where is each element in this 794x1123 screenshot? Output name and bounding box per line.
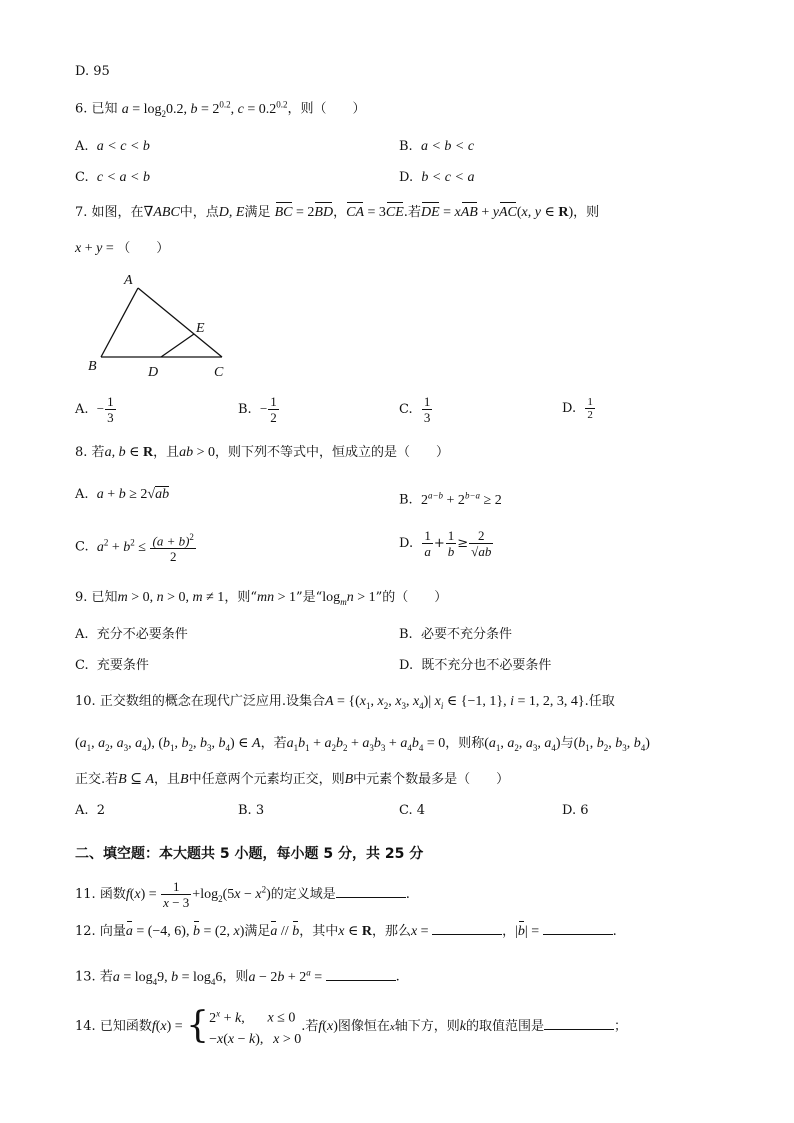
q10-option-b-text: 3 — [255, 803, 265, 818]
q14-text: ； — [614, 1018, 628, 1034]
q6-math: $a = \log_20.2$, $b = 2^{0.2}$, $c = 0.2^{0.2}$ — [121, 99, 288, 119]
q6-option-b: B. a < b < c — [399, 139, 475, 154]
segment-de — [161, 334, 194, 357]
question-10-stem-line2: ($a_1$, $a_2$, $a_3$, $a_4$), ($b_1$, $b_2$, $b_3$, $b_4$) ∈ A，若$a_1b_1 + a_2b_2 + a_3b_3 + a_4b_4 = 0$，则称($a_1$, $a_2$, $a_3$, $a_4$)与($b_1$, $b_2$, $b_3$, $b_4$) — [75, 736, 650, 753]
q9-option-b: B. 必要不充分条件 — [399, 627, 512, 642]
q13-text: 若 — [99, 969, 113, 985]
q9-option-a: A. 充分不必要条件 — [75, 627, 188, 642]
q7-text: ，则 — [573, 205, 600, 220]
q7-text: 若 — [407, 205, 421, 220]
q9-text: 已知 — [91, 590, 118, 605]
question-13: 13. 若$a = \log_49$, $b = \log_46$，则$a - 2b + 2^a$ = . — [75, 967, 400, 987]
question-8-stem: 8. 若a, b ∈ R，且ab > 0，则下列不等式中，恒成立的是（ ） — [75, 445, 449, 460]
q13-text: ，则 — [222, 969, 249, 985]
q10-option-a-text: 2 — [96, 803, 106, 818]
q10-text: 正交数组的概念在现代广泛应用.设集合 — [99, 694, 325, 709]
q7-text: 满足 — [244, 205, 271, 220]
q8-option-b: B. $2^{a-b} + 2^{b-a} \ge 2$ — [399, 490, 502, 508]
q9-text: ，则“ — [224, 590, 257, 605]
q7-text: 如图，在 — [91, 205, 144, 220]
q7-option-a: A. − $\frac{1}{3}$ — [75, 394, 114, 425]
q5-option-d: D. 95 — [75, 64, 110, 79]
q6-option-c: C. c < a < b — [75, 170, 150, 185]
question-number: 8 — [75, 445, 84, 460]
question-number: 11 — [75, 887, 92, 902]
q10-option-b: B. 3 — [238, 803, 265, 818]
q14-text: 图像恒在 — [337, 1018, 390, 1034]
question-number: 12 — [75, 924, 92, 939]
q9-option-c: C. 充要条件 — [75, 658, 149, 673]
q12-text: ，那么 — [371, 924, 411, 939]
question-number: 7 — [75, 205, 84, 220]
q6-text-end: ，则（ ） — [287, 101, 366, 117]
question-12: 12. 向量a = (−4, 6), b = (2, x)满足a // b，其中x ∈ R，那么x = ，|b| = . — [75, 924, 617, 939]
answer-blank-2[interactable] — [543, 922, 613, 935]
section-2-title: 二、填空题：本大题共 5 小题，每小题 5 分，共 25 分 — [75, 846, 424, 862]
q10-text: 正交.若 — [75, 772, 119, 787]
edge-ac — [138, 288, 222, 357]
q12-text: 满足 — [244, 924, 271, 939]
q10-option-d-text: 6 — [580, 803, 589, 818]
question-14: 14. 已知函数f(x) = { $2^x + k$, x ≤ 0 −x(x − k), x > 0 .若f(x)图像恒在x轴下方，则k的取值范围是 ； — [75, 1003, 627, 1050]
label-e: E — [196, 321, 205, 336]
question-7-stem-line2: x + y = （ ） — [75, 241, 170, 256]
q7-text: 中，点 — [179, 205, 219, 220]
question-number: 10 — [75, 694, 92, 709]
question-number: 13 — [75, 969, 92, 985]
question-number: 6 — [75, 101, 84, 117]
answer-blank[interactable] — [336, 885, 406, 898]
q10-text: 与 — [560, 736, 574, 751]
q6-option-d: D. b < c < a — [399, 170, 475, 185]
q10-option-c: C. 4 — [399, 803, 426, 818]
label-b: B — [88, 359, 97, 374]
question-11: 11. 函数f(x) = $\frac{1}{x - 3}$ $+\log_2(5x - x^2)$的定义域是 . — [75, 879, 410, 910]
q12-text: . — [612, 924, 617, 939]
q9-option-a-text: 充分不必要条件 — [96, 627, 188, 642]
q7-option-b: B. − $\frac{1}{2}$ — [238, 394, 277, 425]
q10-option-c-text: 4 — [416, 803, 426, 818]
label-c: C — [214, 365, 224, 380]
answer-blank[interactable] — [544, 1017, 614, 1030]
question-10-stem-line3: 正交.若B ⊆ A，且B中任意两个元素均正交，则B中元素个数最多是（ ） — [75, 772, 510, 787]
triangle-figure — [80, 268, 240, 380]
q9-option-b-text: 必要不充分条件 — [420, 627, 512, 642]
q9-text: ”的（ ） — [375, 590, 448, 605]
q8-option-a: A. a + b ≥ 2√ab — [75, 487, 170, 502]
q8-option-d: D. $\frac{1}{a}$ + $\frac{1}{b}$ ≥ $\frac{2}{√ab}$ — [399, 528, 492, 559]
q8-text: 若 — [91, 445, 105, 460]
label-a: A — [124, 273, 133, 288]
q12-text: ，其中 — [299, 924, 339, 939]
q14-text: .若 — [301, 1018, 319, 1034]
edge-ab — [101, 288, 138, 357]
q12-text: 向量 — [99, 924, 126, 939]
q11-text: 函数 — [99, 887, 126, 902]
q10-option-d: D. 6 — [562, 803, 589, 818]
q6-option-a: A. a < c < b — [75, 139, 150, 154]
q9-option-c-text: 充要条件 — [96, 658, 149, 673]
q7-option-d: D. $\frac{1}{2}$ — [562, 396, 593, 421]
q14-text: 已知函数 — [99, 1018, 152, 1034]
q9-option-d-text: 既不充分也不必要条件 — [421, 658, 552, 673]
q8-option-c: C. $a^2 + b^2$ ≤ $\frac{(a + b)^2}{2}$ — [75, 532, 194, 565]
question-number: 9 — [75, 590, 84, 605]
q9-option-d: D. 既不充分也不必要条件 — [399, 658, 552, 673]
question-6-stem: 6. 已知 $a = \log_20.2$, $b = 2^{0.2}$, $c = 0.2^{0.2}$，则（ ） — [75, 99, 366, 119]
piecewise-function: $2^x + k$, x ≤ 0 −x(x − k), x > 0 — [209, 1008, 302, 1047]
q7-option-c: C. $\frac{1}{3}$ — [399, 394, 431, 425]
q14-text: 轴下方，则 — [394, 1018, 460, 1034]
q10-text: ，且 — [154, 772, 181, 787]
q11-text: . — [405, 887, 410, 902]
q13-text: . — [395, 969, 400, 985]
question-10-stem: 10. 正交数组的概念在现代广泛应用.设集合$A = \{(x_1$, $x_2$, $x_3$, $x_4)|$ $x_i$ ∈ {−1, 1}, i = 1, 2, 3, 4}.任取 — [75, 694, 615, 711]
answer-blank-1[interactable] — [432, 922, 502, 935]
q14-text: 的取值范围是 — [466, 1018, 545, 1034]
q10-text: 中元素个数最多是（ ） — [353, 772, 510, 787]
answer-blank[interactable] — [326, 968, 396, 981]
q10-text: 中任意两个元素均正交，则 — [188, 772, 345, 787]
q10-option-a: A. 2 — [75, 803, 106, 818]
question-9-stem: 9. 已知m > 0, n > 0, m ≠ 1，则“mn > 1”是“$\log_mn > 1$”的（ ） — [75, 590, 448, 607]
q9-text: ”是“ — [296, 590, 323, 605]
q10-text: ，则称 — [445, 736, 485, 751]
q11-text: 的定义域是 — [270, 887, 336, 902]
label-d: D — [148, 365, 159, 380]
q10-text: ，若 — [260, 736, 287, 751]
q10-text: .任取 — [584, 694, 615, 709]
q8-text: ，则下列不等式中，恒成立的是（ ） — [214, 445, 449, 460]
q8-text: ，且 — [153, 445, 180, 460]
q6-text: 已知 — [91, 101, 118, 117]
question-number: 14 — [75, 1018, 92, 1034]
question-7-stem: 7. 如图，在∇ABC中，点D, E满足 BC = 2BD，CA = 3CE.若DE = xAB + yAC(x, y ∈ R)，则 — [75, 205, 600, 220]
